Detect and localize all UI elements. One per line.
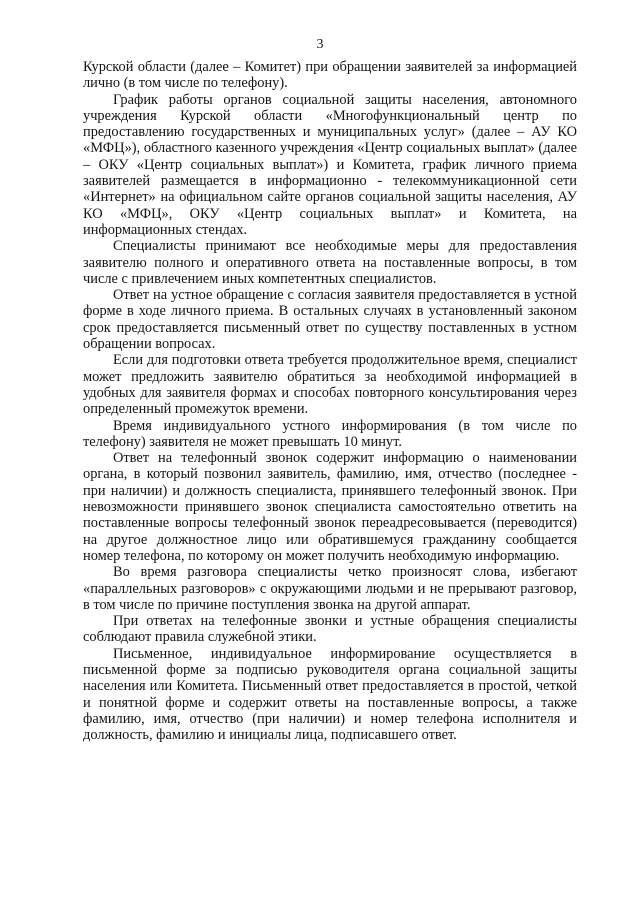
paragraph-work-schedule: График работы органов социальной защиты населения, автономного учреждения Курской области «Многофункциональный центр по предоставлению государственных и муниципальных услуг» (далее – АУ КО «МФЦ»), областного казенного учреждения «Центр социальных выплат» (далее – ОКУ «Центр социальных выплат») и Комитета, график личного приема заявителей размещается в информационно - телекоммуникационной сети «Интернет» на официальном сайте органов социальной защиты населения, АУ КО «МФЦ», ОКУ «Центр социальных выплат» и Комитета, на информационных стендах. xyxy=(83,91,577,238)
paragraph-service-ethics: При ответах на телефонные звонки и устные обращения специалисты соблюдают правила служебной этики. xyxy=(83,613,577,646)
document-body xyxy=(83,59,577,743)
paragraph-extended-preparation: Если для подготовки ответа требуется продолжительное время, специалист может предложить заявителю обратиться за необходимой информацией в удобных для заявителя формах и способах повторного консультирования через определенный промежуток времени. xyxy=(83,352,577,418)
paragraph-specialist-measures: Специалисты принимают все необходимые меры для предоставления заявителю полного и оперативного ответа на поставленные вопросы, в том числе с привлечением иных компетентных специалистов. xyxy=(83,238,577,287)
paragraph-oral-answer: Ответ на устное обращение с согласия заявителя предоставляется в устной форме в ходе личного приема. В остальных случаях в установленный законом срок предоставляется письменный ответ по существу поставленных в устном обращении вопросах. xyxy=(83,287,577,353)
paragraph-time-limit: Время индивидуального устного информирования (в том числе по телефону) заявителя не может превышать 10 минут. xyxy=(83,417,577,450)
paragraph-written-information: Письменное, индивидуальное информирование осуществляется в письменной форме за подписью руководителя органа социальной защиты населения или Комитета. Письменный ответ предоставляется в простой, четкой и понятной форме и содержит ответы на поставленные вопросы, а также фамилию, имя, отчество (при наличии) и номер телефона исполнителя и должность, фамилию и инициалы лица, подписавшего ответ. xyxy=(83,645,577,744)
paragraph-conversation-rules: Во время разговора специалисты четко произносят слова, избегают «параллельных разговоров» с окружающими людьми и не прерывают разговор, в том числе по причине поступления звонка на другой аппарат. xyxy=(83,564,577,613)
paragraph-continuation: Курской области (далее – Комитет) при обращении заявителей за информацией лично (в том числе по телефону). xyxy=(83,59,577,92)
page-number: 3 xyxy=(316,37,324,52)
paragraph-phone-answer: Ответ на телефонный звонок содержит информацию о наименовании органа, в который позвонил заявитель, фамилию, имя, отчество (последнее - при наличии) и должность специалиста, принявшего телефонный звонок. При невозможности принявшего звонок специалиста самостоятельно ответить на поставленные вопросы телефонный звонок переадресовывается (переводится) на другое должностное лицо или обратившемуся гражданину сообщается номер телефона, по которому он может получить необходимую информацию. xyxy=(83,450,577,564)
